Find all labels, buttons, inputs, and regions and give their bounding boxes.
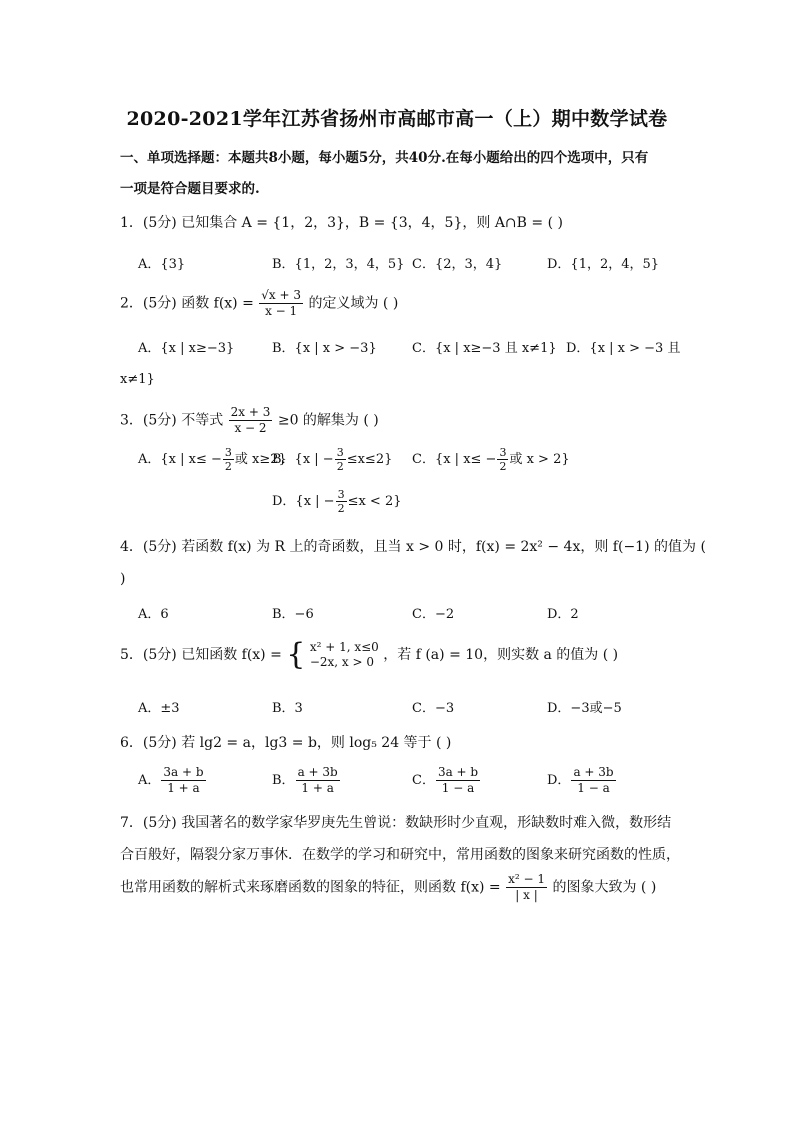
q6-option-a[interactable] (138, 765, 207, 796)
question-1-text: 1．(5分) 已知集合 A = {1，2，3}，B = {3，4，5}，则 A∩B = ( ) (120, 215, 563, 231)
question-4-text-continued: ) (120, 571, 126, 587)
q2-prefix: 2．(5分) 函数 f(x) = (120, 295, 254, 312)
q5-option-c[interactable]: C．−3 (412, 701, 455, 716)
q7-denominator: | x | (506, 887, 547, 903)
q2-option-a[interactable]: A．{x | x≥−3} (138, 341, 235, 356)
q5-option-b[interactable]: B．3 (272, 701, 303, 716)
q3-d-post: ≤x < 2} (347, 494, 402, 509)
piecewise-brace-icon: { (286, 637, 306, 672)
q3-b-den: 2 (336, 460, 344, 473)
section-heading-line2: 一项是符合题目要求的. (120, 181, 260, 197)
q3-c-num: 3 (499, 446, 507, 459)
question-3-text (120, 405, 379, 436)
q3-option-a[interactable] (138, 446, 287, 473)
question-7-line-2: 合百般好，隔裂分家万事休．在数学的学习和研究中，常用函数的图象来研究函数的性质， (120, 847, 680, 863)
q3-option-d[interactable] (272, 488, 402, 515)
q2-option-d[interactable]: D．{x | x > −3 且 (566, 341, 681, 356)
q3-b-post: ≤x≤2} (346, 452, 393, 467)
q3-denominator: x − 2 (229, 420, 273, 436)
q6-d-den: 1 − a (571, 780, 615, 796)
question-4-text: 4．(5分) 若函数 f(x) 为 R 上的奇函数，且当 x > 0 时，f(x) = 2x² − 4x，则 f(−1) 的值为 ( (120, 539, 706, 555)
q3-option-c[interactable] (412, 446, 570, 473)
q4-option-c[interactable]: C．−2 (412, 607, 455, 622)
q3-a-fraction (223, 446, 234, 473)
q3-c-post: 或 x > 2} (509, 452, 570, 467)
q3-numerator: 2x + 3 (230, 405, 271, 419)
q6-b-den: 1 + a (296, 780, 340, 796)
q6-d-label: D． (547, 773, 571, 788)
q6-b-label: B． (272, 773, 295, 788)
q5-prefix: 5．(5分) 已知函数 f(x) = (120, 647, 282, 663)
q7-line3-post: 的图象大致为 ( ) (552, 879, 657, 896)
q6-b-num: a + 3b (297, 765, 338, 779)
q7-fraction (506, 872, 547, 903)
q3-d-den: 2 (337, 502, 345, 515)
q3-c-den: 2 (499, 460, 507, 473)
q6-a-den: 1 + a (161, 780, 205, 796)
q4-option-d[interactable]: D．2 (547, 607, 579, 622)
q3-d-pre: D．{x | − (272, 494, 335, 509)
q2-option-d-continued: x≠1} (120, 372, 155, 387)
q3-a-post: 或 x≥2} (234, 452, 287, 467)
q3-suffix: ≥0 的解集为 ( ) (277, 412, 379, 429)
section-heading-line1: 一、单项选择题：本题共8小题，每小题5分，共40分.在每小题给出的四个选项中，只有 (120, 150, 649, 166)
q7-line3-pre: 也常用函数的解析式来琢磨函数的图象的特征，则函数 f(x) = (120, 879, 501, 896)
q3-option-b[interactable] (272, 446, 392, 473)
q5-piecewise (310, 640, 379, 670)
page-title: 2020-2021学年江苏省扬州市高邮市高一（上）期中数学试卷 (126, 108, 668, 130)
q2-fraction (259, 288, 303, 319)
q3-a-den: 2 (224, 460, 232, 473)
q3-b-num: 3 (336, 446, 344, 459)
q4-option-a[interactable]: A．6 (138, 607, 169, 622)
q6-option-b[interactable] (272, 765, 341, 796)
q3-a-pre: A．{x | x≤ − (138, 452, 222, 467)
question-7-line-3 (120, 872, 656, 903)
q6-c-fraction (436, 765, 480, 796)
q3-prefix: 3．(5分) 不等式 (120, 412, 224, 429)
q1-option-b[interactable]: B．{1，2，3，4，5} (272, 257, 405, 272)
q1-option-a[interactable]: A．{3} (138, 257, 186, 272)
q2-suffix: 的定义域为 ( ) (308, 295, 399, 312)
q3-fraction (229, 405, 273, 436)
q6-b-fraction (296, 765, 340, 796)
q2-option-b[interactable]: B．{x | x > −3} (272, 341, 377, 356)
q2-numerator: √x + 3 (261, 288, 302, 302)
q6-a-fraction (161, 765, 205, 796)
question-7-line-1: 7．(5分) 我国著名的数学家华罗庚先生曾说：数缺形时少直观，形缺数时难入微，数形结 (120, 815, 672, 831)
q3-b-fraction (335, 446, 346, 473)
q1-option-c[interactable]: C．{2，3，4} (412, 257, 503, 272)
question-6-text: 6．(5分) 若 lg2 = a，lg3 = b，则 log₅ 24 等于 ( ) (120, 735, 452, 751)
q6-c-den: 1 − a (436, 780, 480, 796)
q6-option-c[interactable] (412, 765, 481, 796)
q3-b-pre: B．{x | − (272, 452, 334, 467)
q5-suffix: ，若 f (a) = 10，则实数 a 的值为 ( ) (383, 647, 619, 663)
q3-d-num: 3 (337, 488, 345, 501)
q5-option-a[interactable]: A．±3 (138, 701, 180, 716)
q4-option-b[interactable]: B．−6 (272, 607, 314, 622)
q7-numerator: x² − 1 (508, 872, 545, 886)
q3-d-fraction (336, 488, 347, 515)
q3-a-num: 3 (224, 446, 232, 459)
question-5-text (120, 637, 619, 672)
q6-c-num: 3a + b (437, 765, 479, 779)
q1-option-d[interactable]: D．{1，2，4，5} (547, 257, 660, 272)
q5-piece-1: x² + 1, x≤0 (309, 640, 379, 654)
q6-d-num: a + 3b (573, 765, 614, 779)
q6-a-num: 3a + b (163, 765, 204, 779)
q5-option-d[interactable]: D．−3或−5 (547, 701, 622, 716)
q5-piece-2: −2x, x > 0 (309, 655, 374, 669)
question-2-text (120, 288, 398, 319)
q3-c-fraction (497, 446, 508, 473)
q2-denominator: x − 1 (259, 303, 303, 319)
q6-d-fraction (571, 765, 615, 796)
q6-c-label: C． (412, 773, 435, 788)
q2-option-c[interactable]: C．{x | x≥−3 且 x≠1} (412, 341, 557, 356)
q6-option-d[interactable] (547, 765, 617, 796)
q3-c-pre: C．{x | x≤ − (412, 452, 497, 467)
q6-a-label: A． (138, 773, 161, 788)
